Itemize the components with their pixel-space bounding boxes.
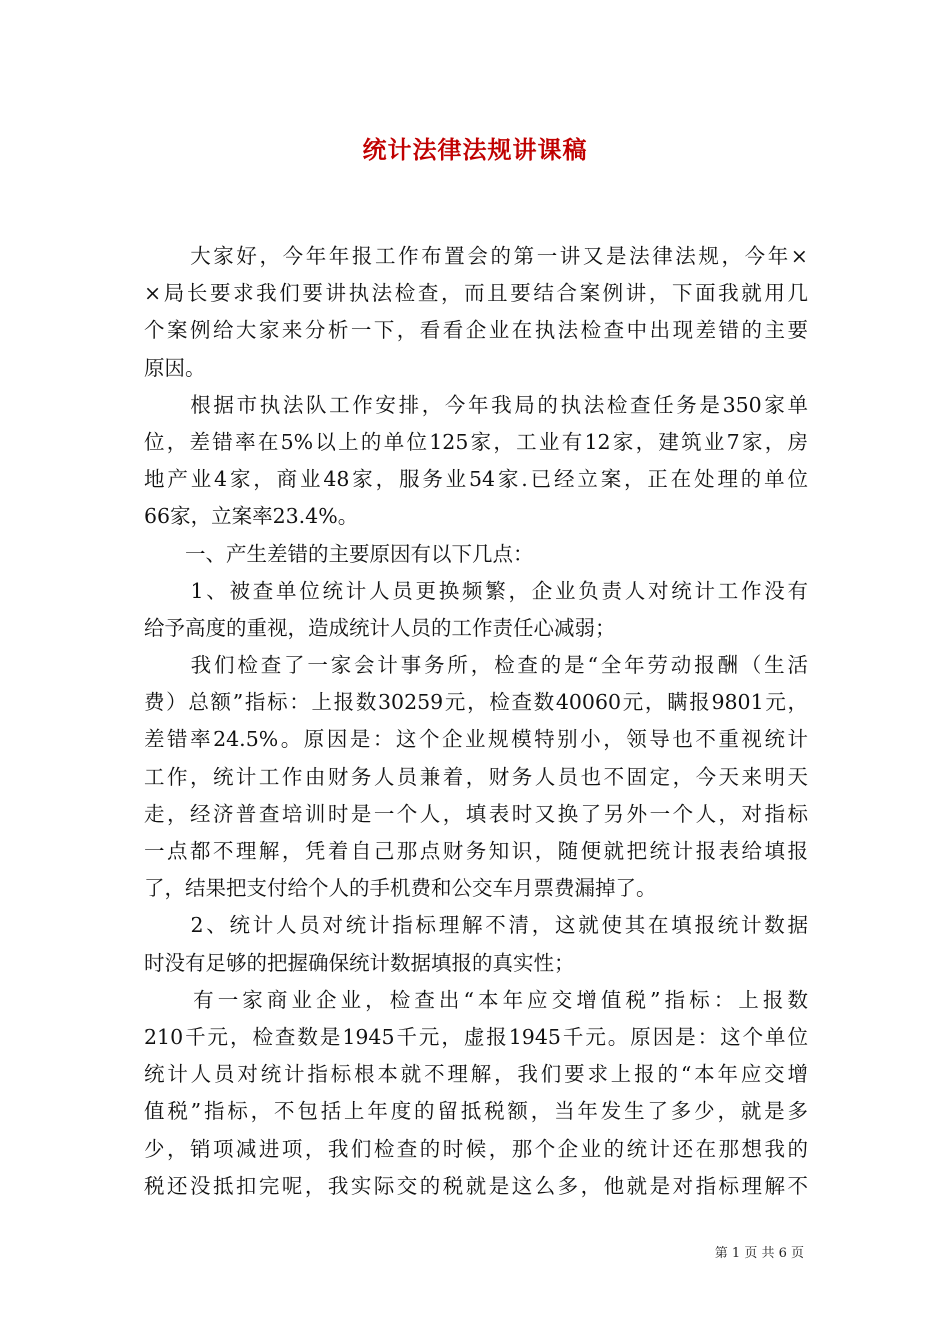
body-line: 66家，立案率23.4%。: [144, 504, 359, 529]
body-line: 一点都不理解，凭着自己那点财务知识，随便就把统计报表给填报: [144, 839, 808, 863]
body-line: 根据市执法队工作安排，今年我局的执法检查任务是350家单: [144, 392, 808, 417]
body-line: 费）总额”指标：上报数30259元，检查数40060元，瞒报9801元，: [144, 690, 808, 715]
body-line: 值税”指标，不包括上年度的留抵税额，当年发生了多少，就是多: [144, 1099, 808, 1124]
body-line: 差错率24.5%。原因是：这个企业规模特别小，领导也不重视统计: [144, 727, 808, 752]
body-line: 走，经济普查培训时是一个人，填表时又换了另外一个人，对指标: [144, 801, 808, 826]
body-line: 统计人员对统计指标根本就不理解，我们要求上报的“本年应交增: [144, 1062, 808, 1087]
body-line: 少，销项减进项，我们检查的时候，那个企业的统计还在那想我的: [144, 1136, 808, 1161]
body-line: ×局长要求我们要讲执法检查，而且要结合案例讲，下面我就用几: [144, 281, 808, 306]
document-title: 统计法律法规讲课稿: [362, 135, 588, 164]
body-line: 给予高度的重视，造成统计人员的工作责任心减弱；: [144, 615, 616, 640]
body-line: 1、被查单位统计人员更换频繁，企业负责人对统计工作没有: [144, 578, 808, 603]
body-line: 了，结果把支付给个人的手机费和公交车月票费漏掉了。: [144, 876, 657, 901]
body-line: 原因。: [144, 355, 206, 380]
body-line: 我们检查了一家会计事务所，检查的是“全年劳动报酬（生活: [144, 653, 808, 678]
body-line: 有一家商业企业，检查出“本年应交增值税”指标：上报数: [144, 987, 808, 1012]
body-line: 大家好，今年年报工作布置会的第一讲又是法律法规，今年×: [144, 244, 808, 268]
page-number: 第 1 页 共 6 页: [714, 1246, 804, 1261]
body-line: 个案例给大家来分析一下，看看企业在执法检查中出现差错的主要: [144, 318, 808, 343]
body-line: 地产业4家，商业48家，服务业54家.已经立案，正在处理的单位: [144, 467, 808, 492]
body-line: 一、产生差错的主要原因有以下几点：: [144, 541, 534, 566]
document-body: [144, 238, 808, 1205]
body-line: 工作，统计工作由财务人员兼着，财务人员也不固定，今天来明天: [144, 764, 808, 789]
body-line: 时没有足够的把握确保统计数据填报的真实性；: [144, 950, 575, 975]
body-line: 税还没抵扣完呢，我实际交的税就是这么多，他就是对指标理解不: [144, 1173, 808, 1198]
body-line: 位，差错率在5%以上的单位125家，工业有12家，建筑业7家，房: [144, 429, 808, 454]
body-line: 2、统计人员对统计指标理解不清，这就使其在填报统计数据: [144, 913, 808, 938]
body-line: 210千元，检查数是1945千元，虚报1945千元。原因是：这个单位: [144, 1024, 808, 1049]
